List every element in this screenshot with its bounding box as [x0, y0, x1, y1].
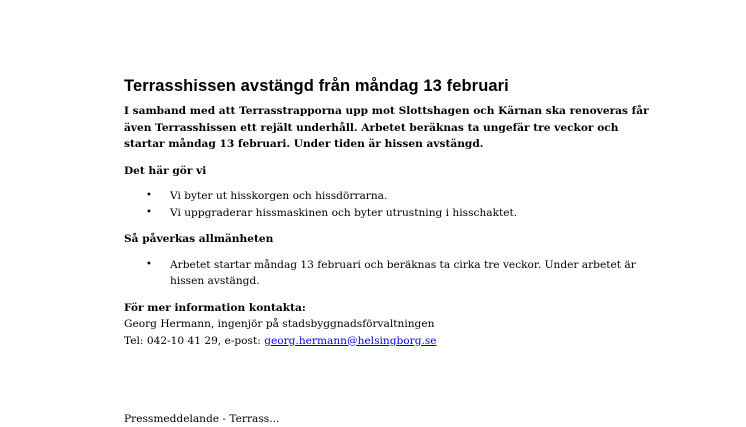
- section-public-impact: [124, 231, 664, 290]
- cutoff-footer-text: Pressmeddelande - Terrass...: [124, 413, 280, 425]
- bullet-list: [124, 188, 664, 221]
- contact-phone-line: [124, 333, 664, 350]
- list-item: [124, 205, 664, 222]
- bullet-icon: •: [146, 206, 152, 218]
- contact-phone: Tel: 042-10 41 29, e-post:: [124, 334, 265, 347]
- section-heading: Det här gör vi: [124, 164, 207, 177]
- section-what-we-do: [124, 163, 664, 222]
- list-item-text: Arbetet startar måndag 13 februari och beräknas ta cirka tre veckor. Under arbetet är hissen avstängd.: [170, 258, 636, 287]
- contact-name: Georg Hermann, ingenjör på stadsbyggnadsförvaltningen: [124, 318, 435, 330]
- list-item: [124, 257, 664, 290]
- contact-heading: För mer information kontakta:: [124, 301, 306, 314]
- lead-paragraph: I samband med att Terrasstrapporna upp mot Slottshagen och Kärnan ska renoveras får även Terrasshissen ett rejält underhåll. Arbetet beräknas ta ungefär tre veckor och startar måndag 13 februari. Under tiden är hissen avstängd.: [124, 105, 649, 150]
- document-title: Terrasshissen avstängd från måndag 13 februari: [124, 77, 509, 95]
- contact-block: [124, 300, 664, 350]
- list-item-text: Vi uppgraderar hissmaskinen och byter utrustning i hisschaktet.: [170, 206, 518, 219]
- bullet-list: [124, 257, 664, 290]
- section-heading: Så påverkas allmänheten: [124, 233, 274, 245]
- list-item-text: Vi byter ut hisskorgen och hissdörrarna.: [170, 190, 388, 202]
- bullet-icon: •: [146, 258, 152, 270]
- bullet-icon: •: [146, 190, 152, 201]
- document-page: [124, 76, 664, 349]
- email-link[interactable]: georg.hermann@helsingborg.se: [264, 334, 437, 347]
- list-item: [124, 188, 664, 205]
